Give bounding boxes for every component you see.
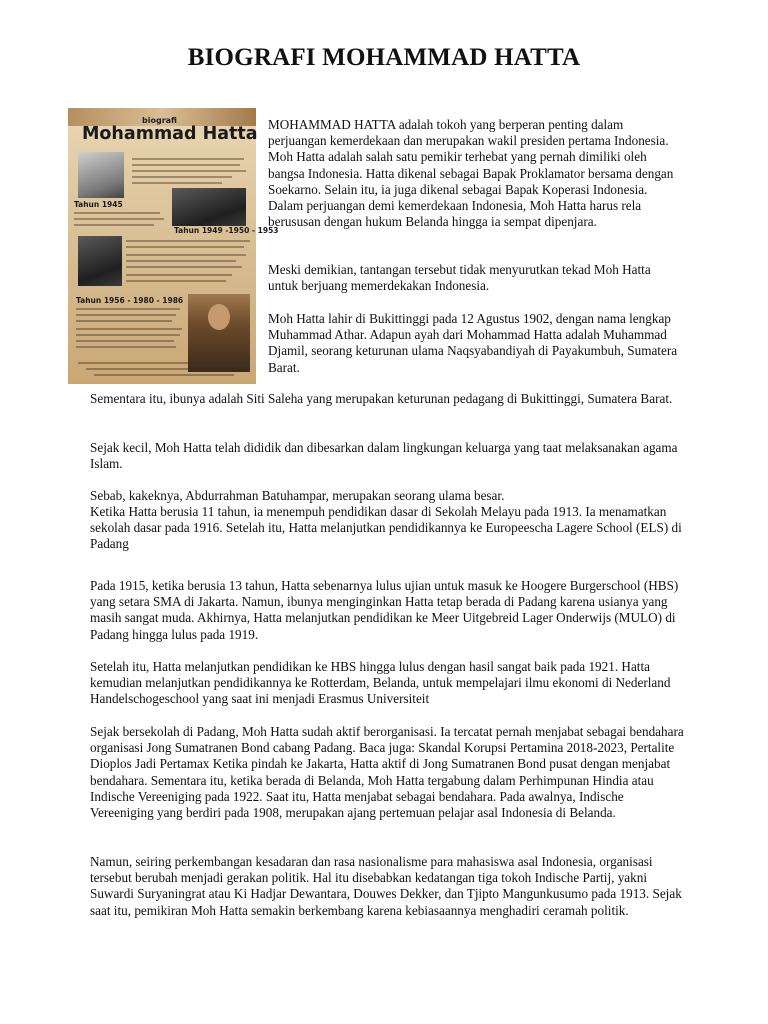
poster-caption-top: biografi <box>142 116 177 125</box>
poster-name: Mohammad Hatta <box>82 124 258 144</box>
poster-photo-middle <box>78 236 122 286</box>
paragraph-10: Namun, seiring perkembangan kesadaran dan rasa nasionalisme para mahasiswa asal Indonesia, organisasi tersebut berubah menjadi gerakan politik. Hal itu disebabkan kedatangan tiga tokoh Indische Partij, yakni Suwardi Suryaningrat atau Ki Hadjar Dewantara, Douwes Dekker, dan Tjipto Mangunkusumo pada 1913. Sejak saat itu, pemikiran Moh Hatta semakin berkembang karena kebiasaannya menghadiri ceramah politik. <box>90 854 682 918</box>
paragraph-9: Sejak bersekolah di Padang, Moh Hatta sudah aktif berorganisasi. Ia tercatat pernah menjabat sebagai bendahara organisasi Jong Sumatranen Bond cabang Padang. Baca juga: Skandal Korupsi Pertamina 2018-2023, Pertalite Dioplos Jadi Pertamax Ketika pindah ke Jakarta, Hatta aktif di Jong Sumatranen Bond pusat dengan menjabat bendahara. Sementara itu, ketika berada di Belanda, Moh Hatta tergabung dalam Perhimpunan Hindia atau Indische Vereeniging pada 1922. Saat itu, Hatta menjabat sebagai bendahara. Pada awalnya, Indische Vereeniging yang berdiri pada 1908, merupakan ajang pertemuan pelajar asal Indonesia di Belanda. <box>90 724 684 821</box>
paragraph-7: Pada 1915, ketika berusia 13 tahun, Hatta sebenarnya lulus ujian untuk masuk ke Hoogere Burgerschool (HBS) yang setara SMA di Jakarta. Namun, ibunya menginginkan Hatta tetap berada di Padang karena usianya yang masih sangat muda. Akhirnya, Hatta melanjutkan pendidikan ke Meer Uitgebreid Lager Onderwijs (MULO) di Padang hingga lulus pada 1919. <box>90 578 679 642</box>
poster-year-3: Tahun 1956 - 1980 - 1986 <box>76 296 184 305</box>
poster-photo-portrait <box>188 294 250 372</box>
paragraph-6a: Sebab, kakeknya, Abdurrahman Batuhampar, merupakan seorang ulama besar. <box>90 488 505 503</box>
poster-photo-young <box>78 152 124 198</box>
paragraph-8: Setelah itu, Hatta melanjutkan pendidikan ke HBS hingga lulus dengan hasil sangat baik pada 1921. Hatta kemudian melanjutkan pendidikannya ke Rotterdam, Belanda, untuk mempelajari ilmu ekonomi di Nederland Handelschogeschool yang saat ini menjadi Erasmus Universiteit <box>90 659 671 707</box>
poster-photo-speech <box>172 188 246 226</box>
paragraph-3: Moh Hatta lahir di Bukittinggi pada 12 Agustus 1902, dengan nama lengkap Muhammad Athar. Adapun ayah dari Mohammad Hatta adalah Muhammad Djamil, seorang keturunan ulama Naqsyabandiyah di Payakumbuh, Sumatera Barat. <box>268 311 678 375</box>
page-title: BIOGRAFI MOHAMMAD HATTA <box>187 44 581 71</box>
paragraph-2: Meski demikian, tantangan tersebut tidak menyurutkan tekad Moh Hatta untuk berjuang memerdekakan Indonesia. <box>268 262 651 294</box>
mohammad-hatta-poster-image <box>68 108 279 384</box>
poster-year-1: Tahun 1945 <box>74 200 123 209</box>
paragraph-6b: Ketika Hatta berusia 11 tahun, ia menempuh pendidikan dasar di Sekolah Melayu pada 1913. Ia menamatkan sekolah dasar pada 1916. Setelah itu, Hatta melanjutkan pendidikannya ke Europeescha Lagere School (ELS) di Padang <box>90 504 682 552</box>
paragraph-intro: MOHAMMAD HATTA adalah tokoh yang berperan penting dalam perjuangan kemerdekaan dan merupakan wakil presiden pertama Indonesia. Moh Hatta adalah salah satu pemikir terhebat yang pernah dimiliki oleh bangsa Indonesia. Hatta dikenal sebagai Bapak Proklamator bersama dengan Soekarno. Selain itu, ia juga dikenal sebagai Bapak Koperasi Indonesia. Dalam perjuangan demi kemerdekaan Indonesia, Moh Hatta harus rela berususan dengan hukum Belanda hingga ia sempat dipenjara. <box>268 117 674 230</box>
paragraph-4: Sementara itu, ibunya adalah Siti Saleha yang merupakan keturunan pedagang di Bukittinggi, Sumatera Barat. <box>90 391 673 406</box>
poster-year-2: Tahun 1949 -1950 - 1953 <box>174 226 279 235</box>
paragraph-5: Sejak kecil, Moh Hatta telah dididik dan dibesarkan dalam lingkungan keluarga yang taat melaksanakan agama Islam. <box>90 440 678 472</box>
